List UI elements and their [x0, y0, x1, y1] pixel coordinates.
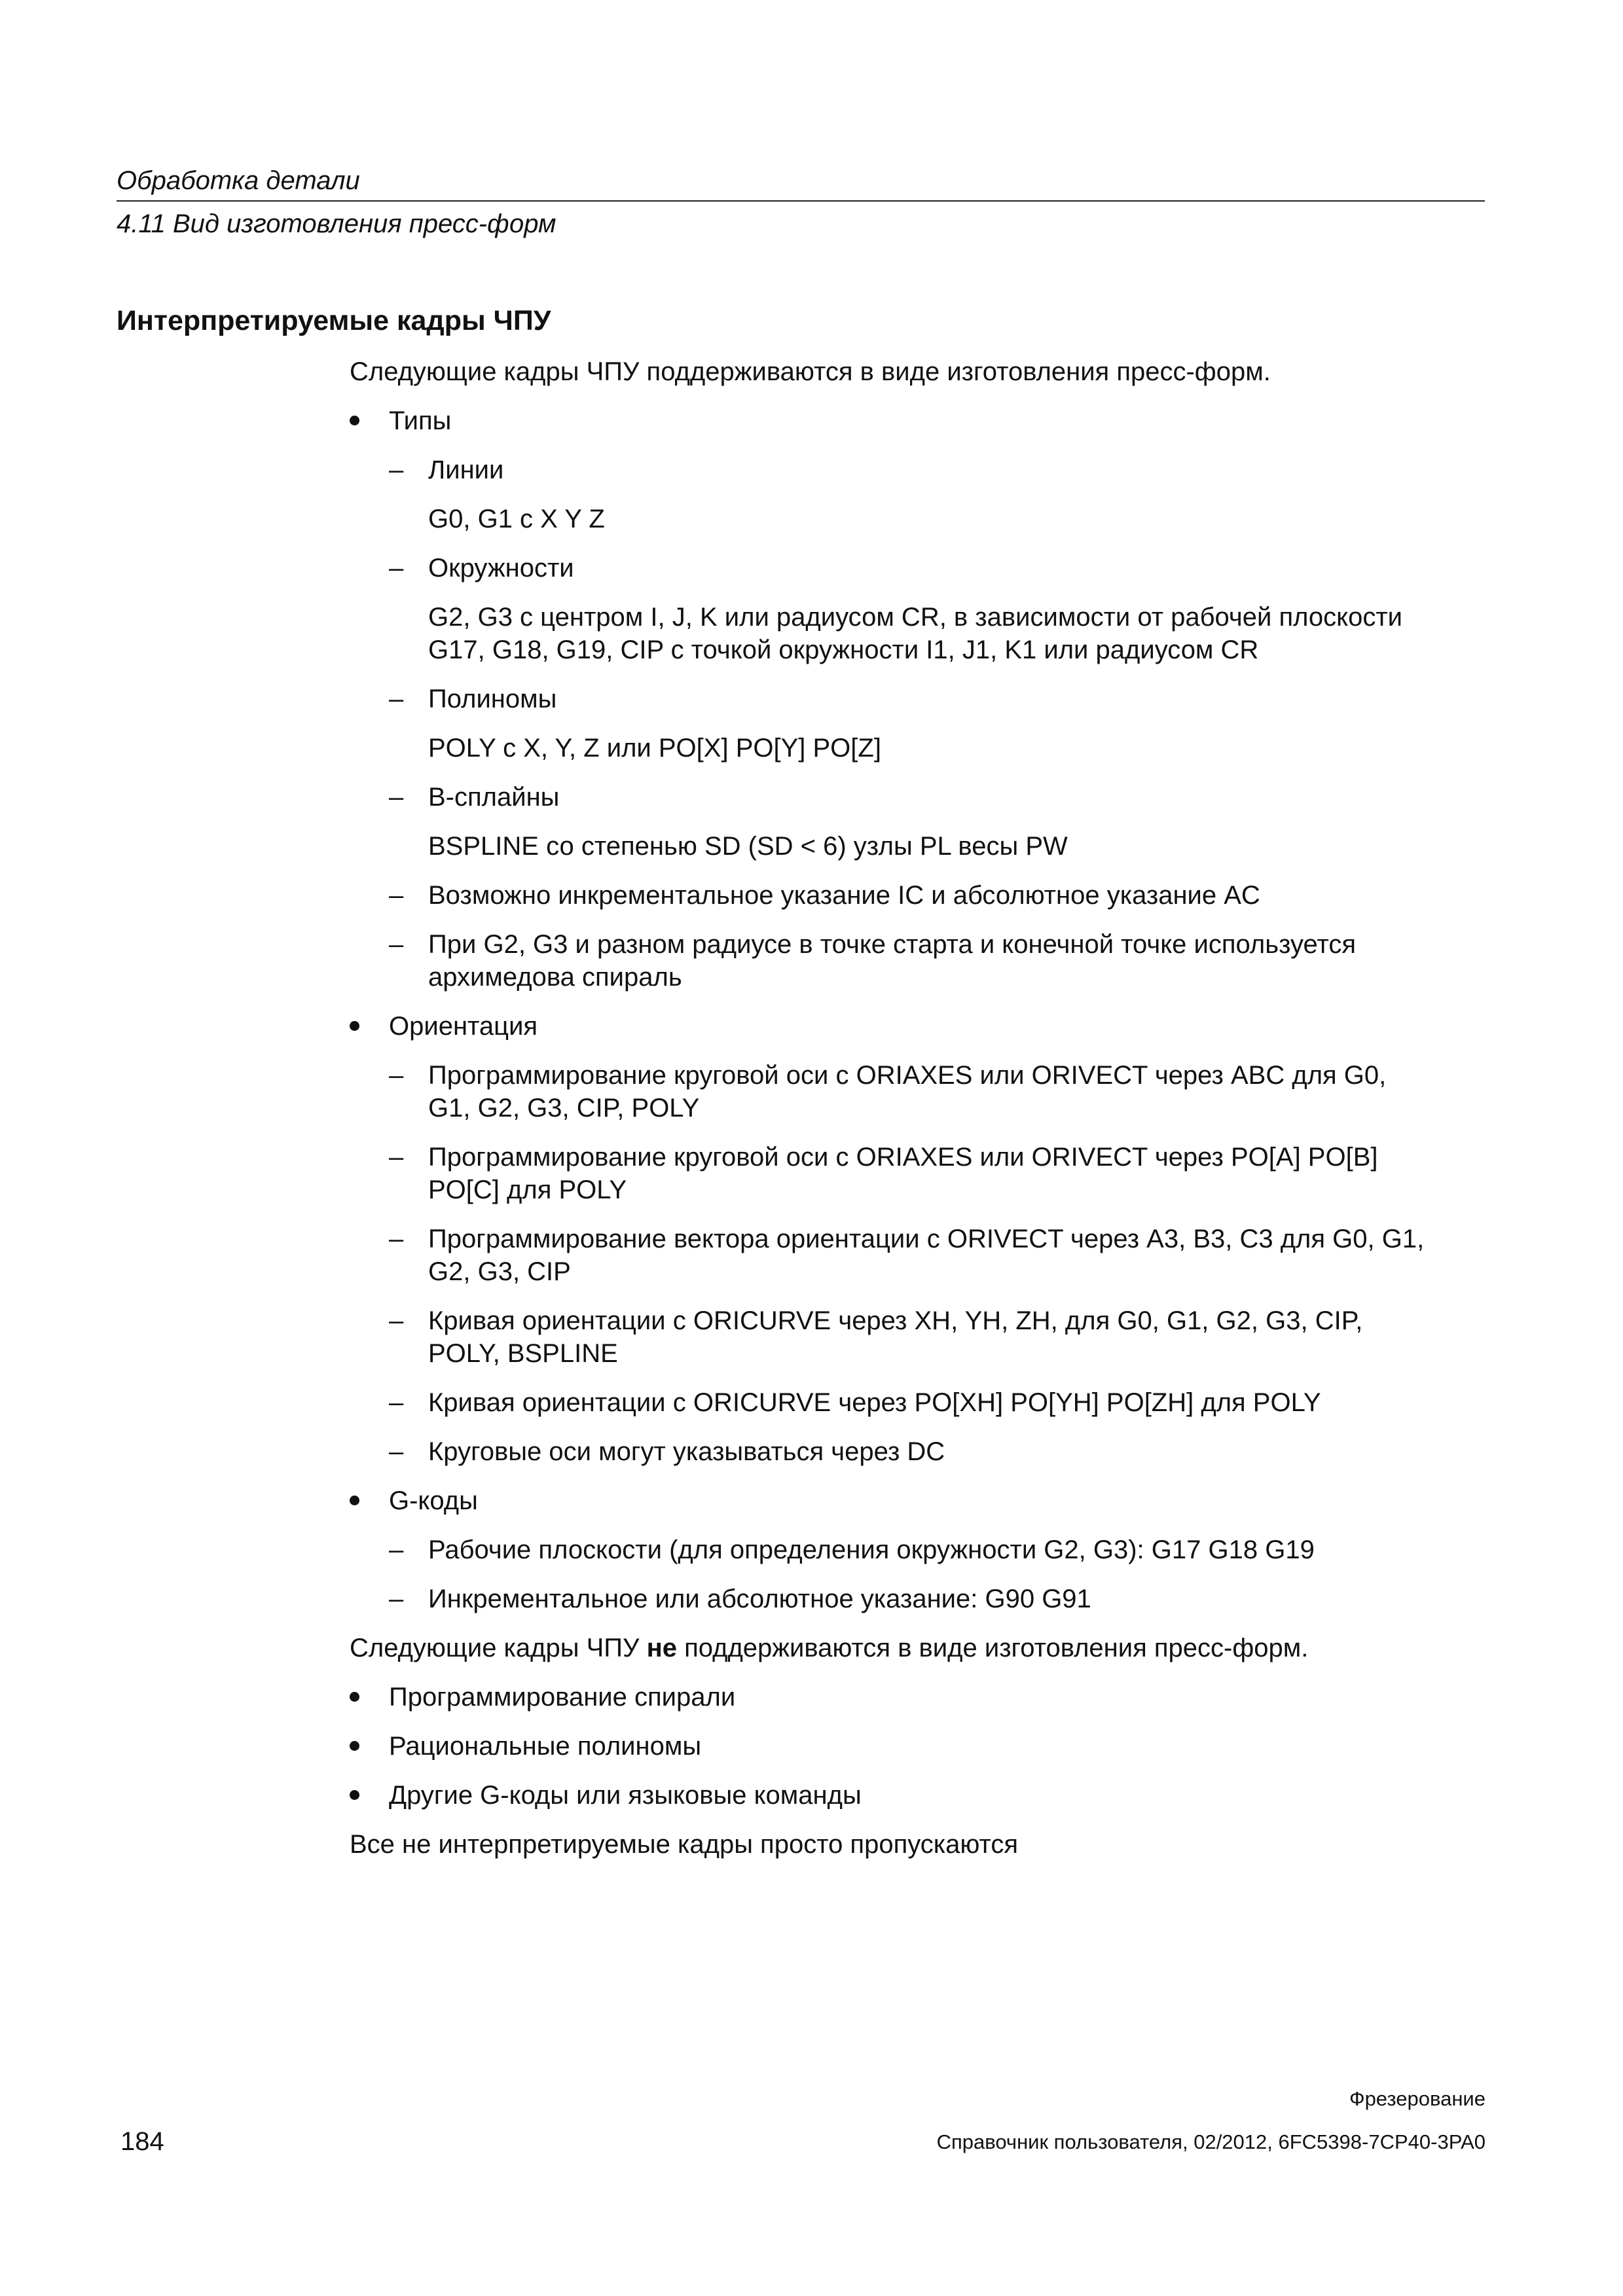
- types-label: Типы: [389, 406, 452, 435]
- dash-gcodes-2: –: [389, 1585, 404, 1613]
- orientation-item-1b: G1, G2, G3, CIP, POLY: [428, 1094, 700, 1122]
- not-supported-prefix: Следующие кадры ЧПУ: [350, 1634, 647, 1662]
- dash-orient-1: –: [389, 1061, 404, 1090]
- types-bspline-label: B-сплайны: [428, 783, 560, 812]
- footer-product: Фрезерование: [1349, 2087, 1486, 2110]
- dash-orient-2: –: [389, 1143, 404, 1172]
- bullet-not-2: [350, 1741, 359, 1751]
- dash-orient-6: –: [389, 1437, 404, 1466]
- types-spiral-1: При G2, G3 и разном радиусе в точке старта и конечной точке используется: [428, 930, 1356, 959]
- types-circles-desc-2: G17, G18, G19, CIP с точкой окружности I1, J1, K1 или радиусом CR: [428, 636, 1259, 664]
- dash-circles: –: [389, 554, 404, 583]
- header-section: 4.11 Вид изготовления пресс-форм: [117, 209, 556, 238]
- header-chapter: Обработка детали: [117, 166, 360, 195]
- dash-incremental: –: [389, 881, 404, 910]
- gcodes-label: G-коды: [389, 1486, 478, 1515]
- orientation-item-2a: Программирование круговой оси с ORIAXES или ORIVECT через PO[A] PO[B]: [428, 1143, 1378, 1172]
- bullet-orientation: [350, 1021, 359, 1031]
- footer-manual: Справочник пользователя, 02/2012, 6FC5398-7CP40-3PA0: [936, 2130, 1486, 2153]
- dash-spiral: –: [389, 930, 404, 959]
- types-lines-desc: G0, G1 с X Y Z: [428, 505, 605, 533]
- page-number: 184: [120, 2127, 164, 2156]
- dash-orient-3: –: [389, 1225, 404, 1253]
- types-bspline-desc: BSPLINE со степенью SD (SD < 6) узлы PL весы PW: [428, 832, 1068, 861]
- orientation-item-3b: G2, G3, CIP: [428, 1257, 571, 1286]
- dash-orient-4: –: [389, 1306, 404, 1335]
- types-lines-label: Линии: [428, 456, 504, 484]
- closing-text: Все не интерпретируемые кадры просто пропускаются: [350, 1830, 1019, 1859]
- bullet-types: [350, 416, 359, 425]
- types-poly-desc: POLY с X, Y, Z или PO[X] PO[Y] PO[Z]: [428, 734, 881, 762]
- not-supported-item-2: Рациональные полиномы: [389, 1732, 702, 1761]
- orientation-item-1a: Программирование круговой оси с ORIAXES или ORIVECT через ABC для G0,: [428, 1061, 1387, 1090]
- dash-gcodes-1: –: [389, 1535, 404, 1564]
- bullet-gcodes: [350, 1496, 359, 1505]
- orientation-item-5: Кривая ориентации с ORICURVE через PO[XH] PO[YH] PO[ZH] для POLY: [428, 1388, 1321, 1417]
- dash-bspline: –: [389, 783, 404, 812]
- dash-lines: –: [389, 456, 404, 484]
- bullet-not-3: [350, 1790, 359, 1800]
- not-supported-suffix: поддерживаются в виде изготовления пресс-форм.: [676, 1634, 1309, 1662]
- header-divider: [117, 200, 1485, 202]
- gcodes-item-1: Рабочие плоскости (для определения окружности G2, G3): G17 G18 G19: [428, 1535, 1315, 1564]
- types-incremental: Возможно инкрементальное указание IC и абсолютное указание AC: [428, 881, 1260, 910]
- not-supported-item-3: Другие G-коды или языковые команды: [389, 1781, 862, 1810]
- orientation-item-4a: Кривая ориентации с ORICURVE через XH, YH, ZH, для G0, G1, G2, G3, CIP,: [428, 1306, 1363, 1335]
- types-circles-label: Окружности: [428, 554, 574, 583]
- section-heading: Интерпретируемые кадры ЧПУ: [117, 305, 551, 336]
- bullet-not-1: [350, 1692, 359, 1702]
- dash-orient-5: –: [389, 1388, 404, 1417]
- types-poly-label: Полиномы: [428, 685, 557, 713]
- not-supported-intro: [350, 1632, 1308, 1664]
- not-supported-emphasis: не: [646, 1634, 677, 1662]
- dash-poly: –: [389, 685, 404, 713]
- intro-text: Следующие кадры ЧПУ поддерживаются в виде изготовления пресс-форм.: [350, 357, 1271, 386]
- orientation-item-6: Круговые оси могут указываться через DC: [428, 1437, 945, 1466]
- orientation-item-4b: POLY, BSPLINE: [428, 1339, 618, 1368]
- types-spiral-2: архимедова спираль: [428, 963, 682, 992]
- orientation-item-3a: Программирование вектора ориентации с ORIVECT через A3, B3, C3 для G0, G1,: [428, 1225, 1425, 1253]
- orientation-item-2b: PO[C] для POLY: [428, 1175, 627, 1204]
- types-circles-desc-1: G2, G3 с центром I, J, K или радиусом CR, в зависимости от рабочей плоскости: [428, 603, 1403, 632]
- not-supported-item-1: Программирование спирали: [389, 1683, 736, 1712]
- orientation-label: Ориентация: [389, 1012, 538, 1041]
- gcodes-item-2: Инкрементальное или абсолютное указание: G90 G91: [428, 1585, 1091, 1613]
